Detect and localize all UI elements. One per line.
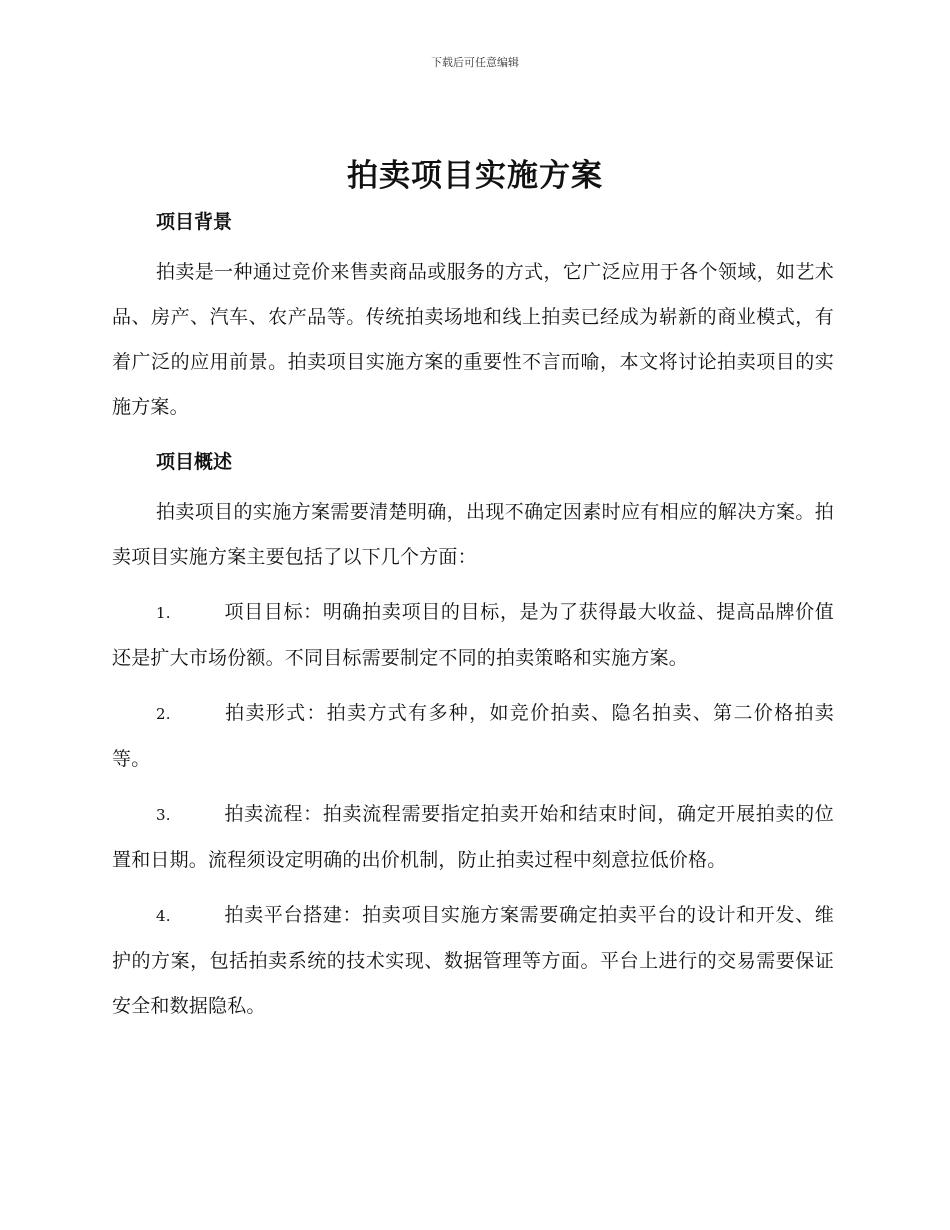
section-heading-background: 项目背景 <box>156 211 233 233</box>
list-item <box>112 893 834 1029</box>
document-title: 拍卖项目实施方案 <box>347 158 603 194</box>
list-item <box>112 691 834 782</box>
list-item-text: 拍卖形式：拍卖方式有多种，如竞价拍卖、隐名拍卖、第二价格拍卖等。 <box>112 702 834 770</box>
list-item-text: 拍卖平台搭建：拍卖项目实施方案需要确定拍卖平台的设计和开发、维护的方案，包括拍卖系统的技术实现、数据管理等方面。平台上进行的交易需要保证安全和数据隐私。 <box>112 904 834 1017</box>
list-item-number: 1. <box>156 604 171 622</box>
section-heading-overview: 项目概述 <box>156 451 233 473</box>
list-item <box>112 590 834 681</box>
list-item-number: 3. <box>156 806 171 824</box>
paragraph-overview: 拍卖项目的实施方案需要清楚明确，出现不确定因素时应有相应的解决方案。拍卖项目实施方案主要包括了以下几个方面： <box>112 501 834 568</box>
list-item <box>112 792 834 883</box>
list-item-text: 拍卖流程：拍卖流程需要指定拍卖开始和结束时间，确定开展拍卖的位置和日期。流程须设定明确的出价机制，防止拍卖过程中刻意拉低价格。 <box>112 803 834 871</box>
list-item-number: 2. <box>156 705 171 723</box>
list-item-number: 4. <box>156 907 171 925</box>
document-body <box>112 204 834 1029</box>
list-item-text: 项目目标：明确拍卖项目的目标，是为了获得最大收益、提高品牌价值还是扩大市场份额。不同目标需要制定不同的拍卖策略和实施方案。 <box>112 601 834 669</box>
header-note: 下载后可任意编辑 <box>431 56 519 69</box>
paragraph-background: 拍卖是一种通过竞价来售卖商品或服务的方式，它广泛应用于各个领域，如艺术品、房产、汽车、农产品等。传统拍卖场地和线上拍卖已经成为崭新的商业模式，有着广泛的应用前景。拍卖项目实施方案的重要性不言而喻，本文将讨论拍卖项目的实施方案。 <box>112 261 834 418</box>
